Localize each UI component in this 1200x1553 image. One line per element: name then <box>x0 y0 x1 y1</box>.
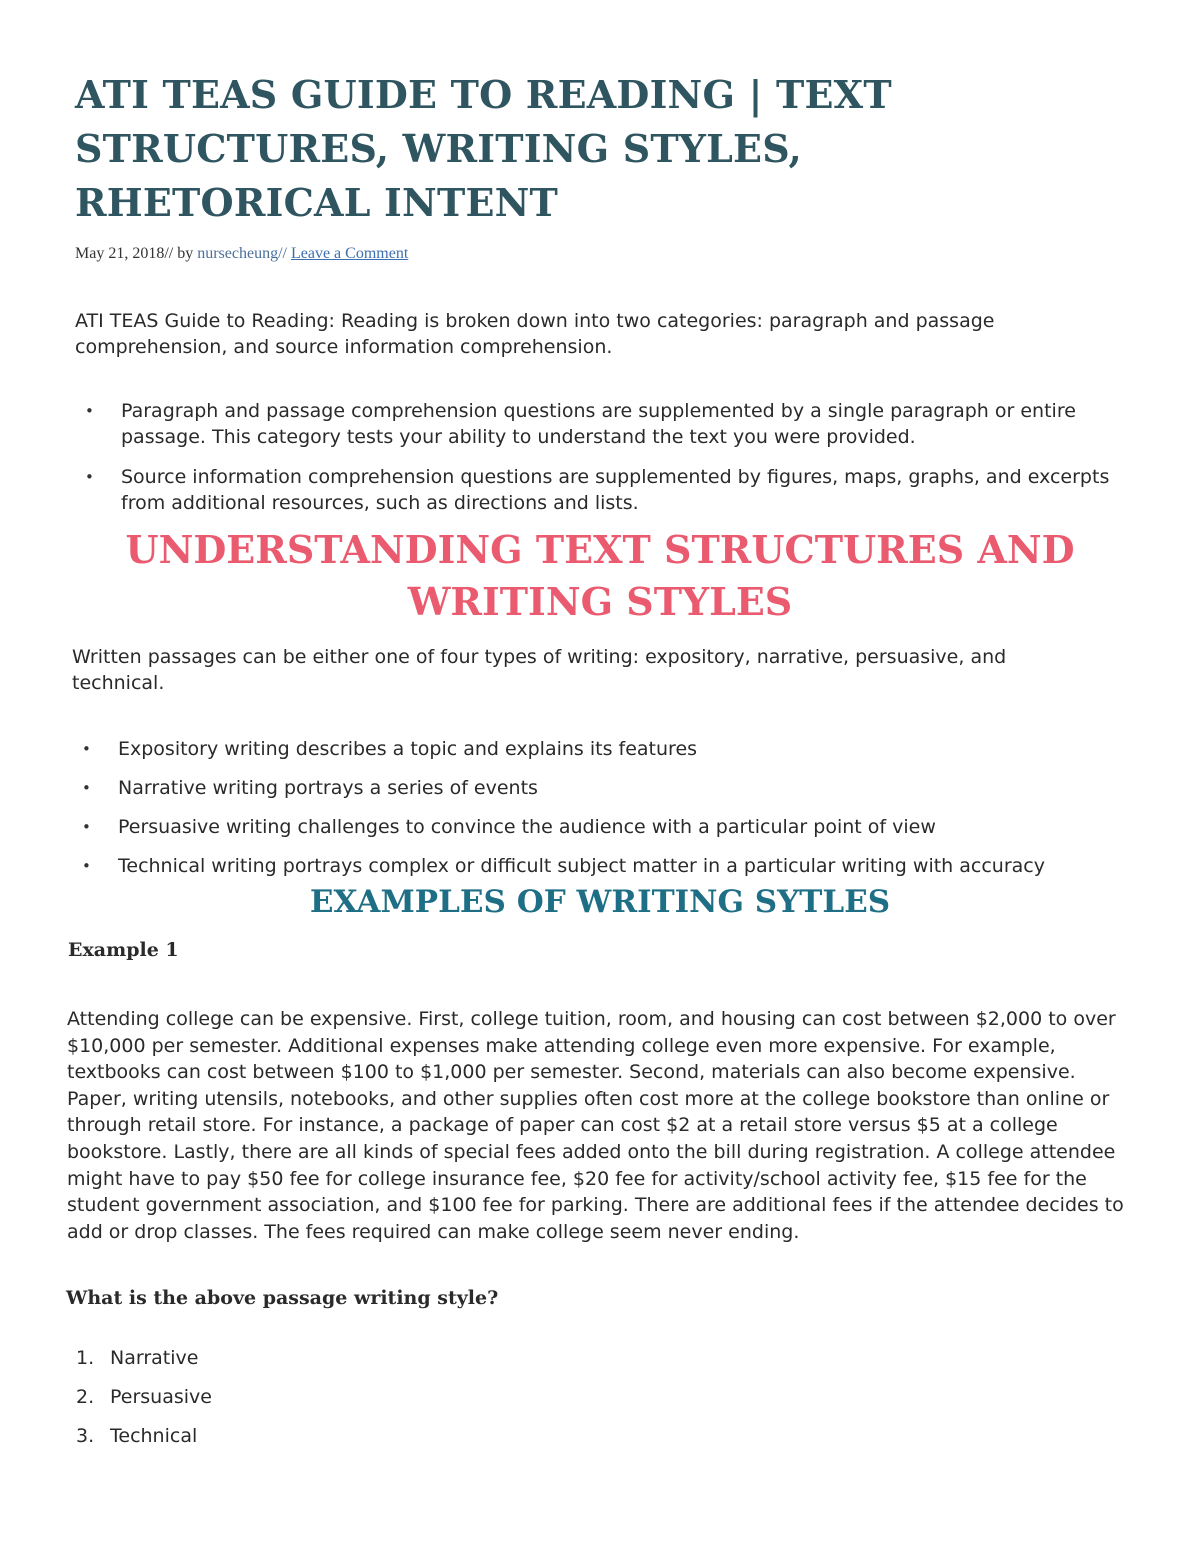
option-number: 1. <box>76 1347 95 1369</box>
section-heading-examples: EXAMPLES OF WRITING SYTLES <box>309 884 891 920</box>
leave-comment-link[interactable]: Leave a Comment <box>290 245 409 262</box>
example-passage: Attending college can be expensive. First, college tuition, room, and housing can cost between $2,000 to over $10,000 per semester. Additional expenses make attending college even more expensive. For example, textbooks can cost between $100 to $1,000 per semester. Second, materials can also become expensive. Paper, writing utensils, notebooks, and other supplies often cost more at the college bookstore than online or through retail store. For instance, a package of paper can cost $2 at a retail store versus $5 at a college bookstore. Lastly, there are all kinds of special fees added onto the bill during registration. A college attendee might have to pay $50 fee for college insurance fee, $20 fee for activity/school activity fee, $15 fee for the student government association, and $100 fee for parking. There are additional fees if the attendee decides to add or drop classes. The fees required can make college seem never ending. <box>67 1008 1124 1243</box>
byline-prefix: by <box>177 245 194 262</box>
category-list <box>75 398 1135 530</box>
option-label: Technical <box>110 1425 198 1447</box>
example-label: Example 1 <box>68 939 179 961</box>
heading-line: UNDERSTANDING TEXT STRUCTURES AND <box>125 527 1075 572</box>
article-meta <box>75 245 408 263</box>
post-date: May 21, 2018// <box>75 245 174 262</box>
writing-types-list <box>72 736 1152 892</box>
option-label: Narrative <box>110 1347 199 1369</box>
section-heading-text-structures <box>0 524 1200 628</box>
answer-option[interactable] <box>76 1347 212 1386</box>
list-item: • Technical writing portrays complex or difficult subject matter in a particular writing with accuracy <box>72 853 1152 879</box>
article-title: ATI TEAS GUIDE TO READING | TEXT STRUCTURES, WRITING STYLES, RHETORICAL INTENT <box>75 72 892 225</box>
list-item: • Persuasive writing challenges to convince the audience with a particular point of view <box>72 814 1152 840</box>
list-item: • Narrative writing portrays a series of events <box>72 775 1152 801</box>
intro-paragraph: ATI TEAS Guide to Reading: Reading is broken down into two categories: paragraph and passage comprehension, and source information comprehension. <box>75 310 995 358</box>
author-name: nursecheung// <box>197 245 287 262</box>
heading-line: WRITING STYLES <box>407 579 793 624</box>
answer-options <box>76 1347 212 1464</box>
list-item: • Paragraph and passage comprehension questions are supplemented by a single paragraph or entire passage. This category tests your ability to understand the text you were provided. <box>75 398 1135 450</box>
writing-types-intro: Written passages can be either one of four types of writing: expository, narrative, persuasive, and technical. <box>72 646 1007 694</box>
question-prompt: What is the above passage writing style? <box>66 1287 499 1309</box>
list-item: • Expository writing describes a topic and explains its features <box>72 736 1152 762</box>
answer-option[interactable] <box>76 1425 212 1464</box>
option-number: 2. <box>76 1386 95 1408</box>
answer-option[interactable] <box>76 1386 212 1425</box>
option-number: 3. <box>76 1425 95 1447</box>
option-label: Persuasive <box>110 1386 212 1408</box>
list-item: • Source information comprehension questions are supplemented by figures, maps, graphs, and excerpts from additional resources, such as directions and lists. <box>75 464 1135 516</box>
